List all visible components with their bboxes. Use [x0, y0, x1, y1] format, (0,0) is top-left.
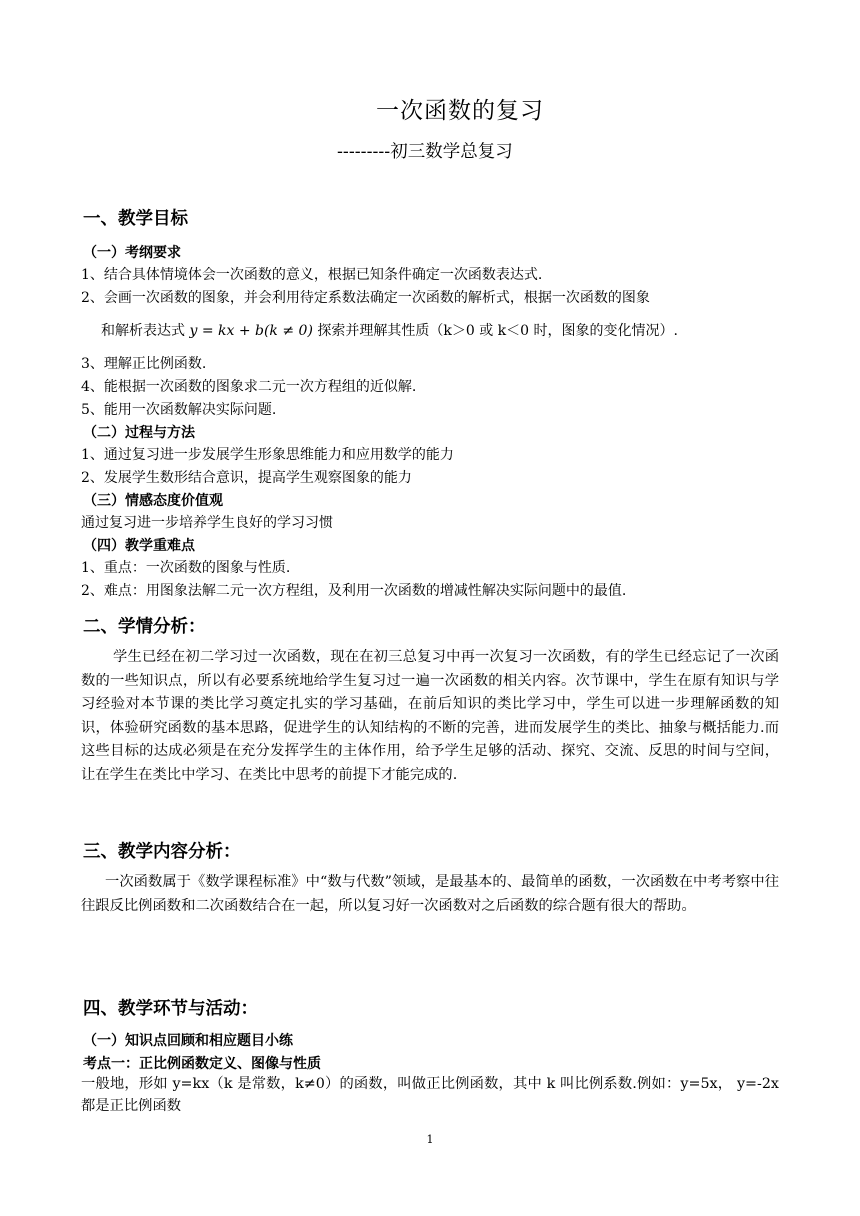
subheading-process-methods: （二）过程与方法 — [83, 425, 195, 441]
syllabus-item-2-continued — [101, 320, 678, 340]
section-heading-teaching-activities: 四、教学环节与活动： — [83, 999, 258, 1019]
page-number: 1 — [426, 1133, 434, 1146]
syllabus-item-4: 4、能根据一次函数的图象求二元一次方程组的近似解. — [81, 379, 417, 395]
syllabus-item-3: 3、理解正比例函数. — [81, 356, 207, 372]
subheading-key-points: （四）教学重难点 — [83, 538, 195, 554]
linear-function-formula: y = kx + b(k ≠ 0) — [189, 323, 313, 339]
syllabus-item-2-suffix: 探索并理解其性质（k＞0 或 k＜0 时，图象的变化情况）. — [317, 323, 678, 339]
point-heading-direct-proportion: 考点一：正比例函数定义、图像与性质 — [83, 1056, 321, 1072]
syllabus-item-1: 1、结合具体情境体会一次函数的意义，根据已知条件确定一次函数表达式. — [81, 267, 543, 283]
process-item-2: 2、发展学生数形结合意识，提高学生观察图象的能力 — [81, 470, 412, 486]
content-analysis-paragraph: 一次函数属于《数学课程标准》中“数与代数”领域，是最基本的、最简单的函数，一次函数在中考考察中往往跟反比例函数和二次函数结合在一起，所以复习好一次函数对之后函数的综合题有很大的帮助。 — [81, 874, 779, 914]
section-heading-content-analysis: 三、教学内容分析： — [83, 842, 241, 862]
student-analysis-paragraph: 学生已经在初二学习过一次函数，现在在初三总复习中再一次复习一次函数，有的学生已经忘记了一次函数的一些知识点，所以有必要系统地给学生复习过一遍一次函数的相关内容。次节课中，学生在原有知识与学习经验对本节课的类比学习奠定扎实的学习基础，在前后知识的类比学习中，学生可以进一步理解函数的知识，体验研究函数的基本思路，促进学生的认知结构的不断的完善，进而发展学生的类比、抽象与概括能力.而这些目标的达成必须是在充分发挥学生的主体作用，给予学生足够的活动、探究、交流、反思的时间与空间，让在学生在类比中学习、在类比中思考的前提下才能完成的. — [81, 649, 779, 783]
subheading-syllabus: （一）考纲要求 — [83, 245, 181, 261]
section-heading-student-analysis: 二、学情分析： — [83, 617, 206, 637]
attitude-item-1: 通过复习进一步培养学生良好的学习习惯 — [81, 515, 333, 531]
syllabus-item-2: 2、会画一次函数的图象，并会利用待定系数法确定一次函数的解析式，根据一次函数的图象 — [81, 290, 650, 306]
document-title: 一次函数的复习 — [376, 98, 544, 124]
key-point-item-1: 1、重点：一次函数的图象与性质. — [81, 560, 291, 576]
process-item-1: 1、通过复习进一步发展学生形象思维能力和应用数学的能力 — [81, 447, 454, 463]
subheading-attitude-values: （三）情感态度价值观 — [83, 493, 223, 509]
syllabus-item-5: 5、能用一次函数解决实际问题. — [81, 402, 277, 418]
syllabus-item-2-prefix: 和解析表达式 — [101, 323, 185, 339]
section-heading-objectives: 一、教学目标 — [83, 209, 188, 229]
key-point-item-2: 2、难点：用图象法解二元一次方程组，及利用一次函数的增减性解决实际问题中的最值. — [81, 583, 627, 599]
document-subtitle: ---------初三数学总复习 — [337, 142, 513, 162]
subheading-knowledge-review: （一）知识点回顾和相应题目小练 — [83, 1033, 293, 1049]
direct-proportion-definition: 一般地，形如 y=kx（k 是常数，k≠0）的函数，叫做正比例函数，其中 k 叫比例系数.例如：y=5x， y=-2x 都是正比例函数 — [81, 1076, 779, 1114]
